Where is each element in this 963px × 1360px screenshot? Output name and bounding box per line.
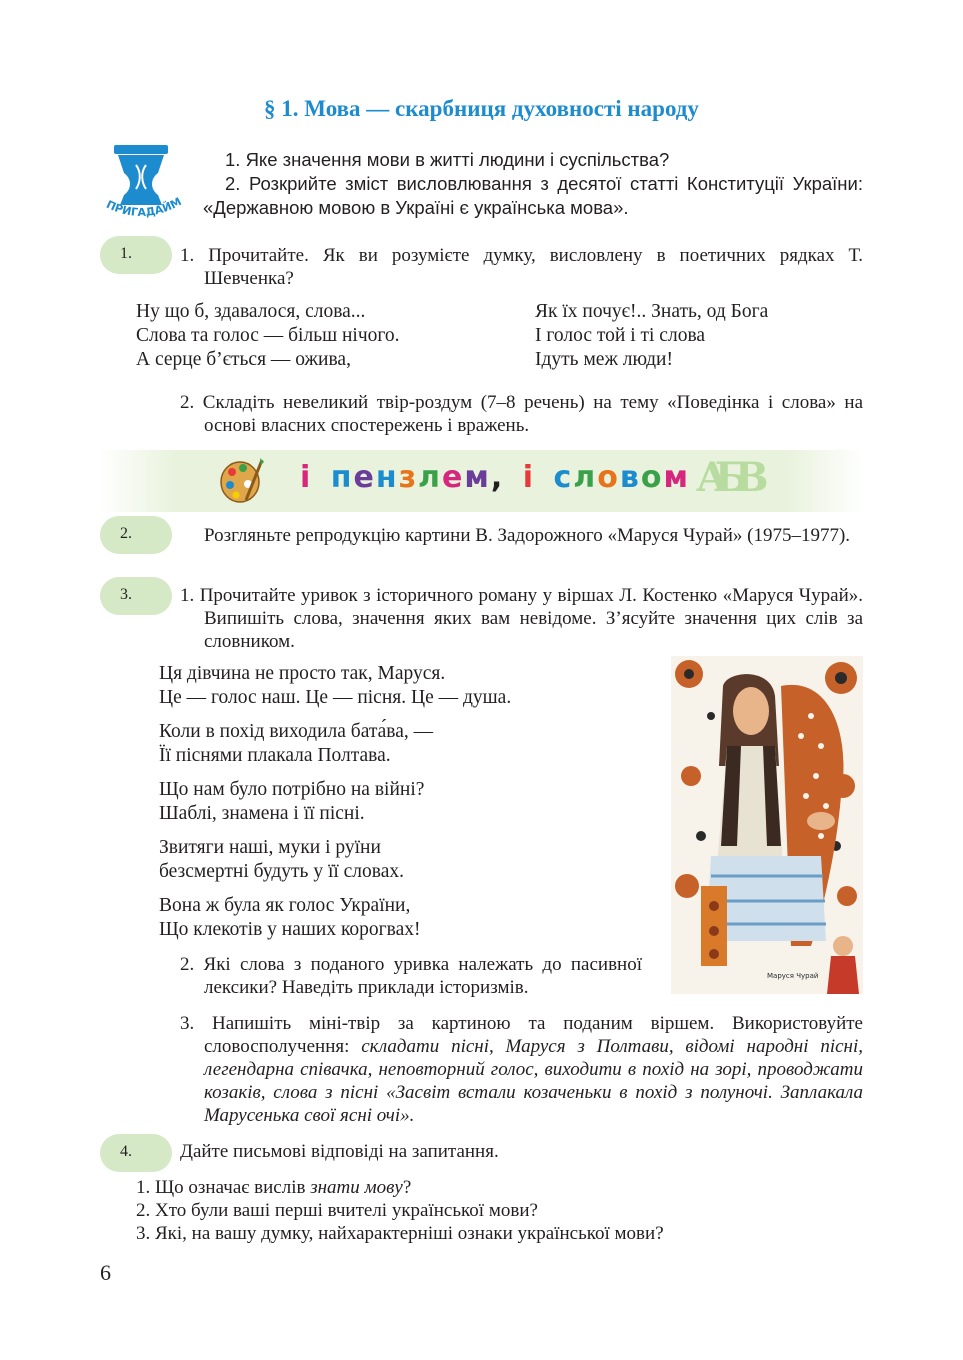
recall-question-1: 1. Яке значення мови в житті людини і суспільства? <box>225 149 670 170</box>
exercise-number: 1. <box>120 245 132 262</box>
poem-stanza <box>159 720 511 768</box>
palette-icon <box>218 456 264 511</box>
recall-icon-label: ПРИГАДАЙ <box>104 197 174 220</box>
exercise-1-badge <box>100 236 172 274</box>
exercise-number: 3. <box>120 586 132 603</box>
poem-line: Що нам було потрібно на війні? <box>159 779 425 800</box>
exercise-1-task-1 <box>180 244 863 290</box>
task-text: 2. Складіть невеликий твір-роздум (7–8 речень) на тему «Поведінка і слова» на основі власних спостережень і вражень. <box>180 392 863 436</box>
exercise-3-task-2 <box>180 953 642 999</box>
poem-line: Ну що б, здавалося, слова... <box>136 301 366 322</box>
question-text: 1. Що означає вислів <box>136 1177 311 1198</box>
task-text-italic: складати пісні, Маруся з Полтави, відомі народні пісні, легендарна співачка, неповторний голос, виходити в похід на зорі, проводжати козаків, слова з пісні «Засвіт встали козаченьки в похід з полуночі. Заплакала Марусенька свої ясні очі». <box>204 1036 863 1126</box>
banner-letter: м <box>464 460 491 495</box>
shevchenko-poem-right <box>535 300 768 372</box>
section-banner <box>100 450 863 512</box>
banner-letter: в <box>619 460 641 495</box>
exercise-3-task-3 <box>180 1012 863 1127</box>
recall-questions <box>203 148 863 220</box>
banner-letter: п <box>330 460 354 495</box>
shevchenko-poem-left <box>136 300 400 372</box>
exercise-4-badge <box>100 1134 172 1172</box>
task-text: 1. Прочитайте уривок з історичного роману у віршах Л. Костенко «Маруся Чурай». Випишіть слова, значення яких вам невідоме. З’ясуйте значення цих слів за словником. <box>180 585 863 652</box>
question-end: ? <box>402 1177 412 1198</box>
recall-question-2: 2. Розкрийте зміст висловлювання з десятої статті Конституції України: «Державною мовою в Україні є українська мова». <box>203 173 863 218</box>
poem-line: Коли в похід виходила бата́ва, — <box>159 721 434 742</box>
poem-line: І голос той і ті слова <box>535 325 706 346</box>
page-title: § 1. Мова — скарбниця духовності народу <box>264 96 699 121</box>
banner-letter <box>312 460 324 495</box>
poem-line: А серце б’ється — ожива, <box>136 349 351 370</box>
kostenko-poem <box>159 662 511 952</box>
poem-line: Вона ж була як голос України, <box>159 895 411 916</box>
task-text-plain: 3. Напишіть міні-твір за картиною та поданим віршем. Використовуйте словосполучення: <box>180 1013 863 1057</box>
banner-letter: л <box>418 460 442 495</box>
banner-letter: м <box>663 460 691 495</box>
banner-letter: с <box>553 460 574 495</box>
poem-line: Як їх почує!.. Знать, од Бога <box>535 301 769 322</box>
banner-letter: е <box>353 460 376 495</box>
banner-letter: е <box>442 460 465 495</box>
task-text: 2. Які слова з поданого уривка належать до пасивної лексики? Наведіть приклади історизмів. <box>180 954 642 998</box>
task-text <box>180 1012 863 1127</box>
question-2: 2. Хто були ваші перші вчителі української мови? <box>136 1200 538 1221</box>
poem-stanza <box>159 836 511 884</box>
poem-stanza <box>159 778 511 826</box>
poem-line: Звитяги наші, муки і руїни <box>159 837 381 858</box>
poem-stanza <box>159 662 511 710</box>
poem-line: Ця дівчина не просто так, Маруся. <box>159 663 446 684</box>
poem-line: Її піснями плакала Полтава. <box>159 745 391 766</box>
question-3: 3. Які, на вашу думку, найхарактерніші ознаки української мови? <box>136 1223 664 1244</box>
banner-title <box>300 460 690 495</box>
poem-stanza <box>159 894 511 942</box>
banner-letter: о <box>640 460 664 495</box>
exercise-2-badge <box>100 516 172 554</box>
painting-marusia-churai <box>671 656 863 994</box>
banner-letter: і <box>522 460 536 495</box>
recall-icon <box>100 143 182 223</box>
banner-letter: л <box>573 460 598 495</box>
task-text: Розгляньте репродукцію картини В. Задорожного «Маруся Чурай» (1975–1977). <box>204 525 851 546</box>
poem-line: Слова та голос — більш нічого. <box>136 325 400 346</box>
poem-line: Це — голос наш. Це — пісня. Це — душа. <box>159 687 512 708</box>
exercise-2-text <box>204 524 863 547</box>
exercise-1-task-2 <box>180 391 863 437</box>
banner-letter: і <box>300 460 313 495</box>
poem-line: Ідуть меж люди! <box>535 349 673 370</box>
task-text: 1. Прочитайте. Як ви розумієте думку, висловлену в поетичних рядках Т. Шевченка? <box>180 245 863 289</box>
exercise-number: 2. <box>120 525 132 542</box>
banner-letter: з <box>398 460 419 495</box>
banner-letter <box>504 460 516 495</box>
question-italic: знати мову <box>310 1177 403 1198</box>
exercise-4-text <box>180 1140 863 1163</box>
abv-logo: АБВ <box>696 454 755 501</box>
exercise-4-questions <box>136 1176 863 1245</box>
task-text: Дайте письмові відповіді на запитання. <box>180 1141 499 1162</box>
exercise-3-badge <box>100 577 172 615</box>
poem-line: безсмертні будуть у її словах. <box>159 861 405 882</box>
poem-line: Що клекотів у наших корогвах! <box>159 919 421 940</box>
question-1 <box>136 1176 863 1199</box>
banner-letter <box>535 460 547 495</box>
exercise-number: 4. <box>120 1143 132 1160</box>
banner-letter: о <box>597 460 620 495</box>
banner-letter: , <box>490 460 505 495</box>
exercise-3-task-1 <box>180 584 863 653</box>
banner-letter: н <box>375 460 399 495</box>
poem-line: Шаблі, знамена і її пісні. <box>159 803 365 824</box>
painting-caption: Маруся Чурай <box>767 972 819 980</box>
page-number: 6 <box>100 1260 111 1285</box>
